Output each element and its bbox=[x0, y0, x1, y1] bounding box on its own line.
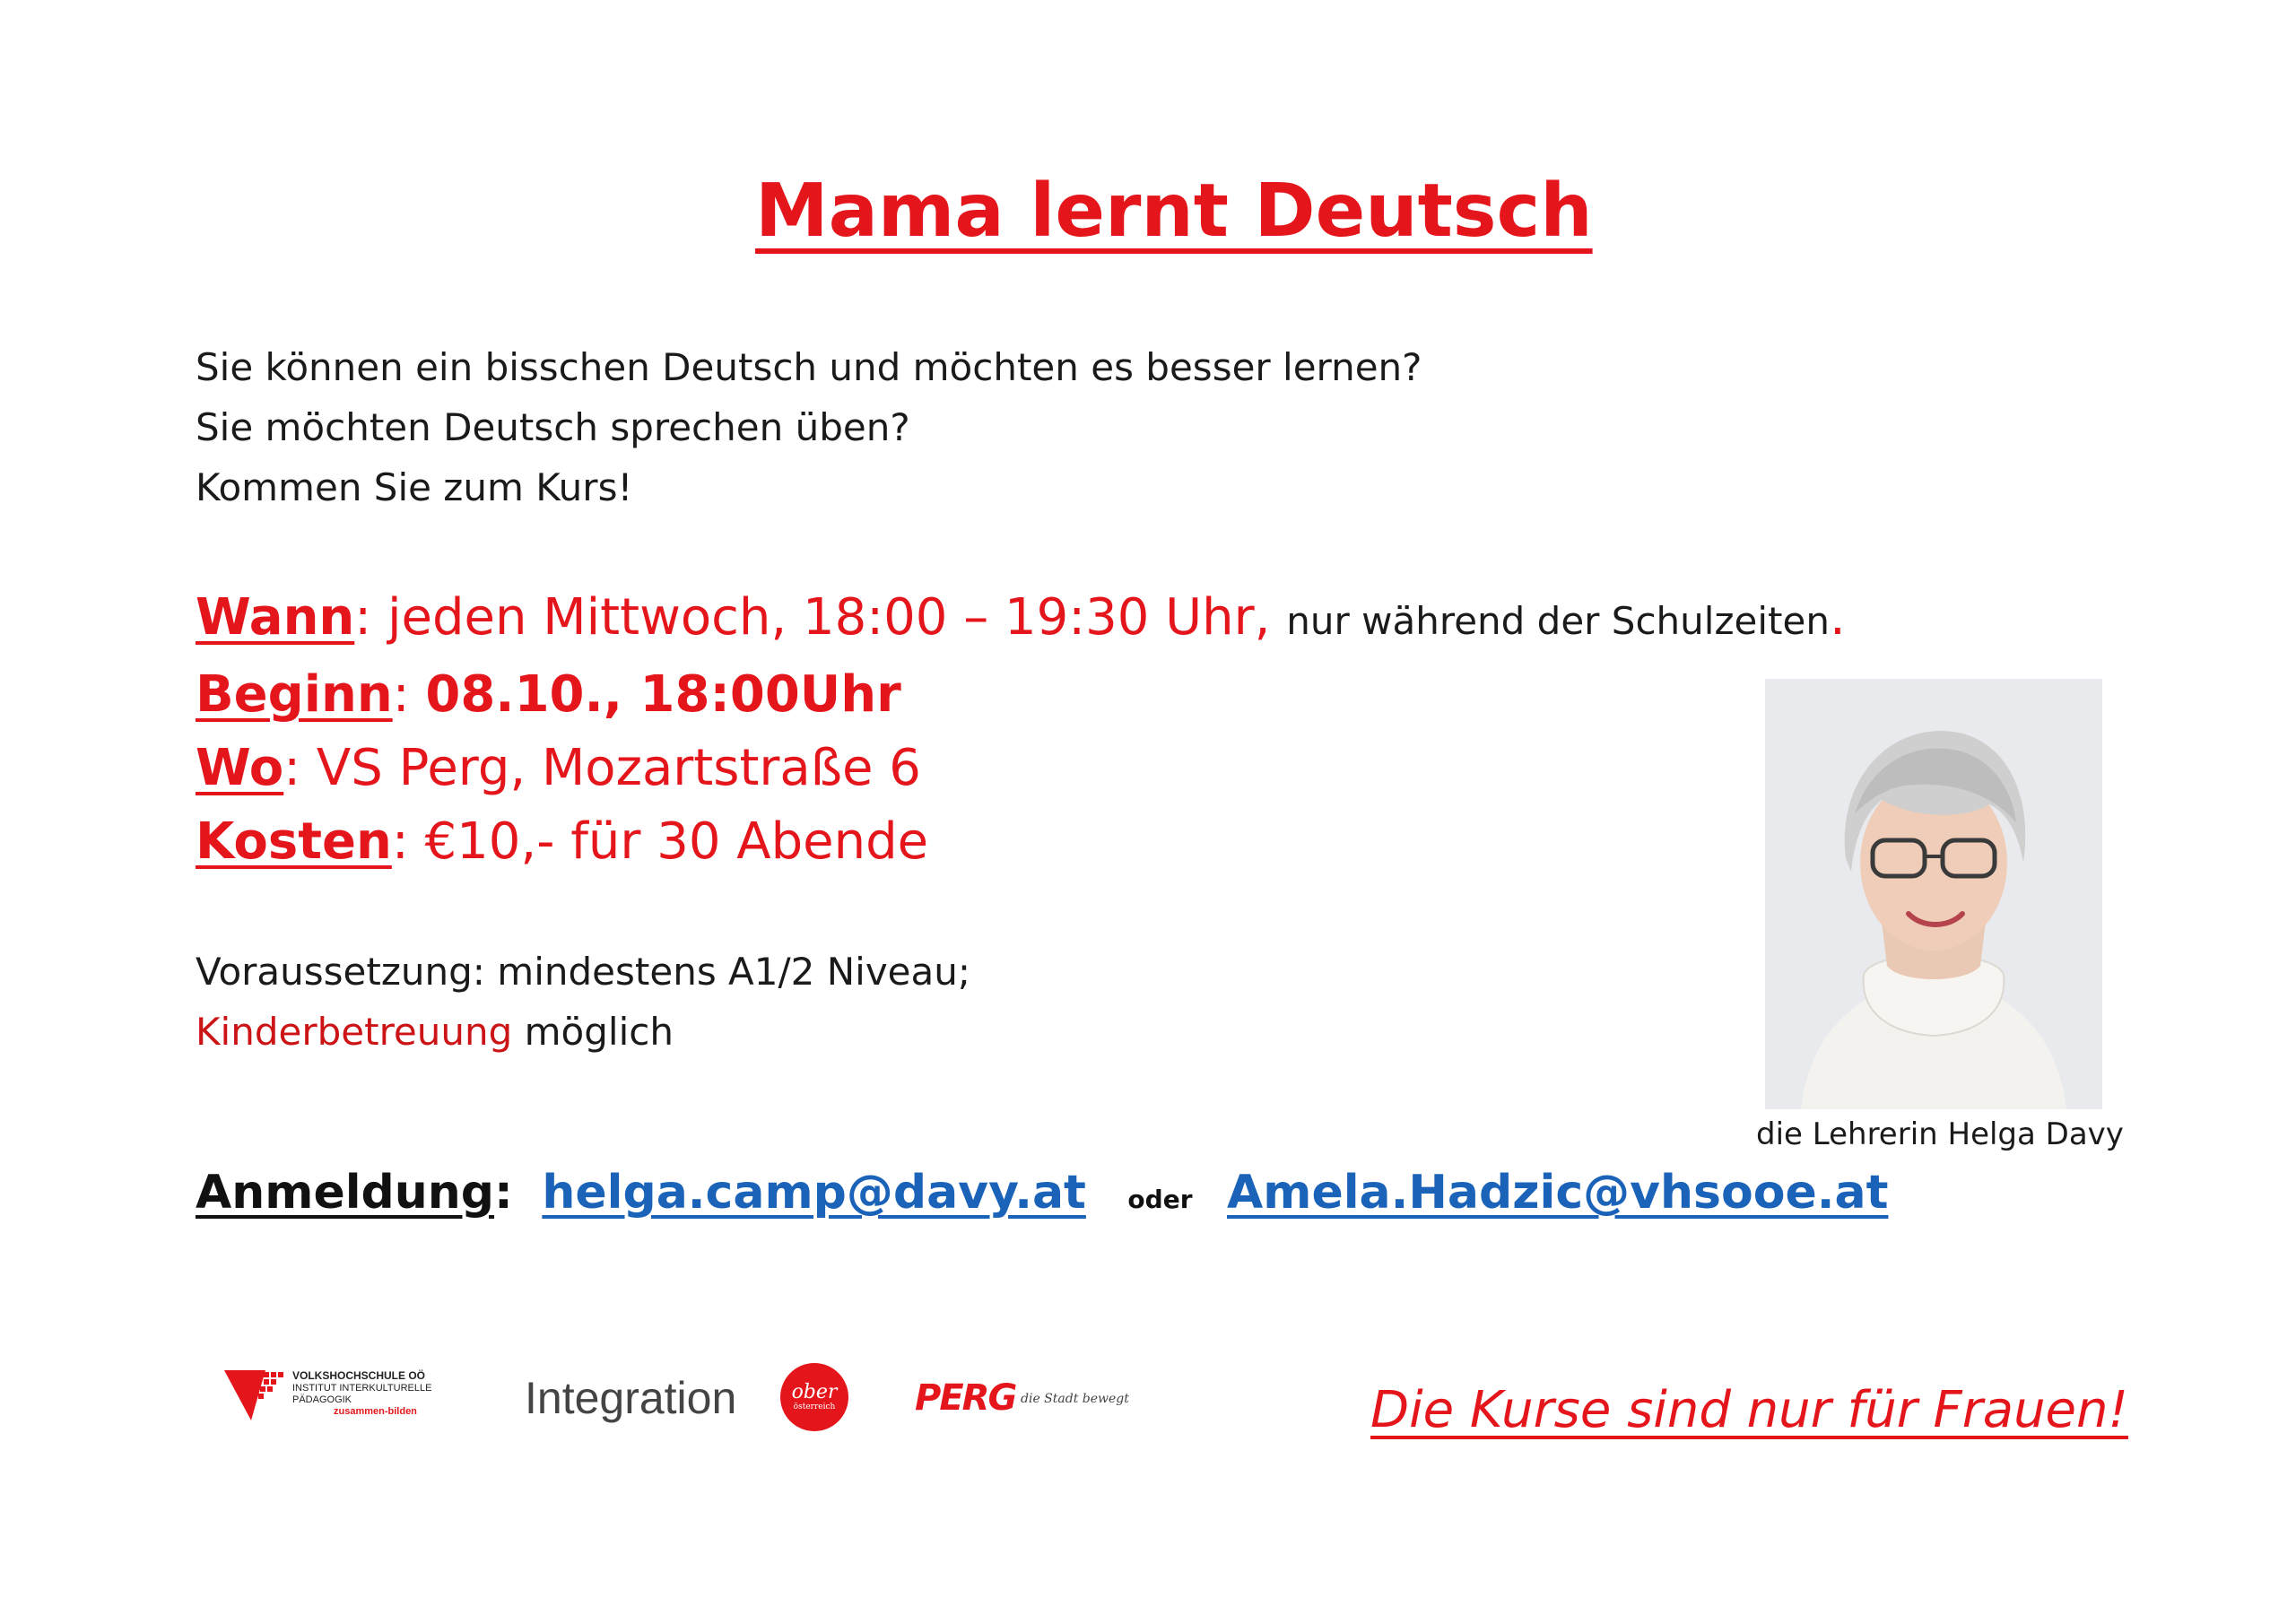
when-value: jeden Mittwoch, 18:00 – 19:30 Uhr, bbox=[387, 588, 1271, 647]
childcare-line bbox=[196, 1002, 970, 1062]
registration-label: Anmeldung bbox=[196, 1166, 495, 1220]
intro-line: Kommen Sie zum Kurs! bbox=[196, 465, 633, 509]
intro-text bbox=[196, 337, 1422, 517]
oberoesterreich-logo bbox=[780, 1363, 848, 1431]
where-value: VS Perg, Mozartstraße 6 bbox=[316, 739, 921, 797]
childcare-label: Kinderbetreuung bbox=[196, 1010, 513, 1054]
registration-line: Anmeldung: helga.camp@davy.at oder Amela.Hadzic@vhsooe.at bbox=[196, 1166, 1889, 1220]
cost-row: Kosten: €10,- für 30 Abende bbox=[196, 812, 929, 871]
page-title: Mama lernt Deutsch bbox=[755, 169, 1593, 254]
when-label: Wann bbox=[196, 588, 355, 647]
email-link-helga[interactable]: helga.camp@davy.at bbox=[542, 1166, 1086, 1220]
requirements bbox=[196, 942, 970, 1062]
where-label: Wo bbox=[196, 739, 284, 797]
where-row: Wo: VS Perg, Mozartstraße 6 bbox=[196, 739, 921, 797]
when-note: nur während der Schulzeiten bbox=[1286, 599, 1830, 643]
childcare-suffix: möglich bbox=[524, 1010, 674, 1054]
cost-label: Kosten bbox=[196, 812, 392, 871]
intro-line: Sie möchten Deutsch sprechen üben? bbox=[196, 405, 910, 449]
perg-wordmark: PERG bbox=[915, 1377, 1016, 1419]
vhs-line2: INSTITUT INTERKULTURELLE bbox=[292, 1383, 432, 1394]
intro-line: Sie können ein bisschen Deutsch und möchten es besser lernen? bbox=[196, 345, 1422, 389]
requirement-line: Voraussetzung: mindestens A1/2 Niveau; bbox=[196, 950, 971, 994]
women-only-note: Die Kurse sind nur für Frauen! bbox=[1370, 1381, 2128, 1439]
cost-value: €10,- für 30 Abende bbox=[424, 812, 929, 871]
perg-logo bbox=[915, 1370, 1130, 1433]
vhs-name: VOLKSHOCHSCHULE OÖ bbox=[292, 1369, 426, 1382]
vhs-logo bbox=[224, 1370, 439, 1433]
portrait-illustration bbox=[1765, 679, 2102, 1109]
integration-label: Integration bbox=[525, 1373, 737, 1423]
oesterreich-text: österreich bbox=[793, 1403, 836, 1411]
course-details bbox=[196, 581, 1846, 879]
start-row: Beginn: 08.10., 18:00Uhr bbox=[196, 665, 901, 724]
perg-tagline: die Stadt bewegt bbox=[1021, 1392, 1129, 1406]
teacher-photo bbox=[1765, 679, 2102, 1109]
vhs-triangle-icon bbox=[224, 1370, 287, 1424]
ober-text: ober bbox=[791, 1381, 838, 1403]
photo-caption: die Lehrerin Helga Davy bbox=[1756, 1116, 2124, 1152]
vhs-line3: PÄDAGOGIK bbox=[292, 1394, 352, 1405]
logo-strip bbox=[224, 1363, 1139, 1444]
start-label: Beginn bbox=[196, 665, 393, 724]
email-link-amela[interactable]: Amela.Hadzic@vhsooe.at bbox=[1227, 1166, 1889, 1220]
when-row: Wann: jeden Mittwoch, 18:00 – 19:30 Uhr, nur während der Schulzeiten. bbox=[196, 588, 1846, 647]
or-separator: oder bbox=[1127, 1185, 1193, 1214]
vhs-slogan: zusammen-bilden bbox=[334, 1406, 417, 1417]
start-value: 08.10., 18:00Uhr bbox=[425, 665, 901, 724]
